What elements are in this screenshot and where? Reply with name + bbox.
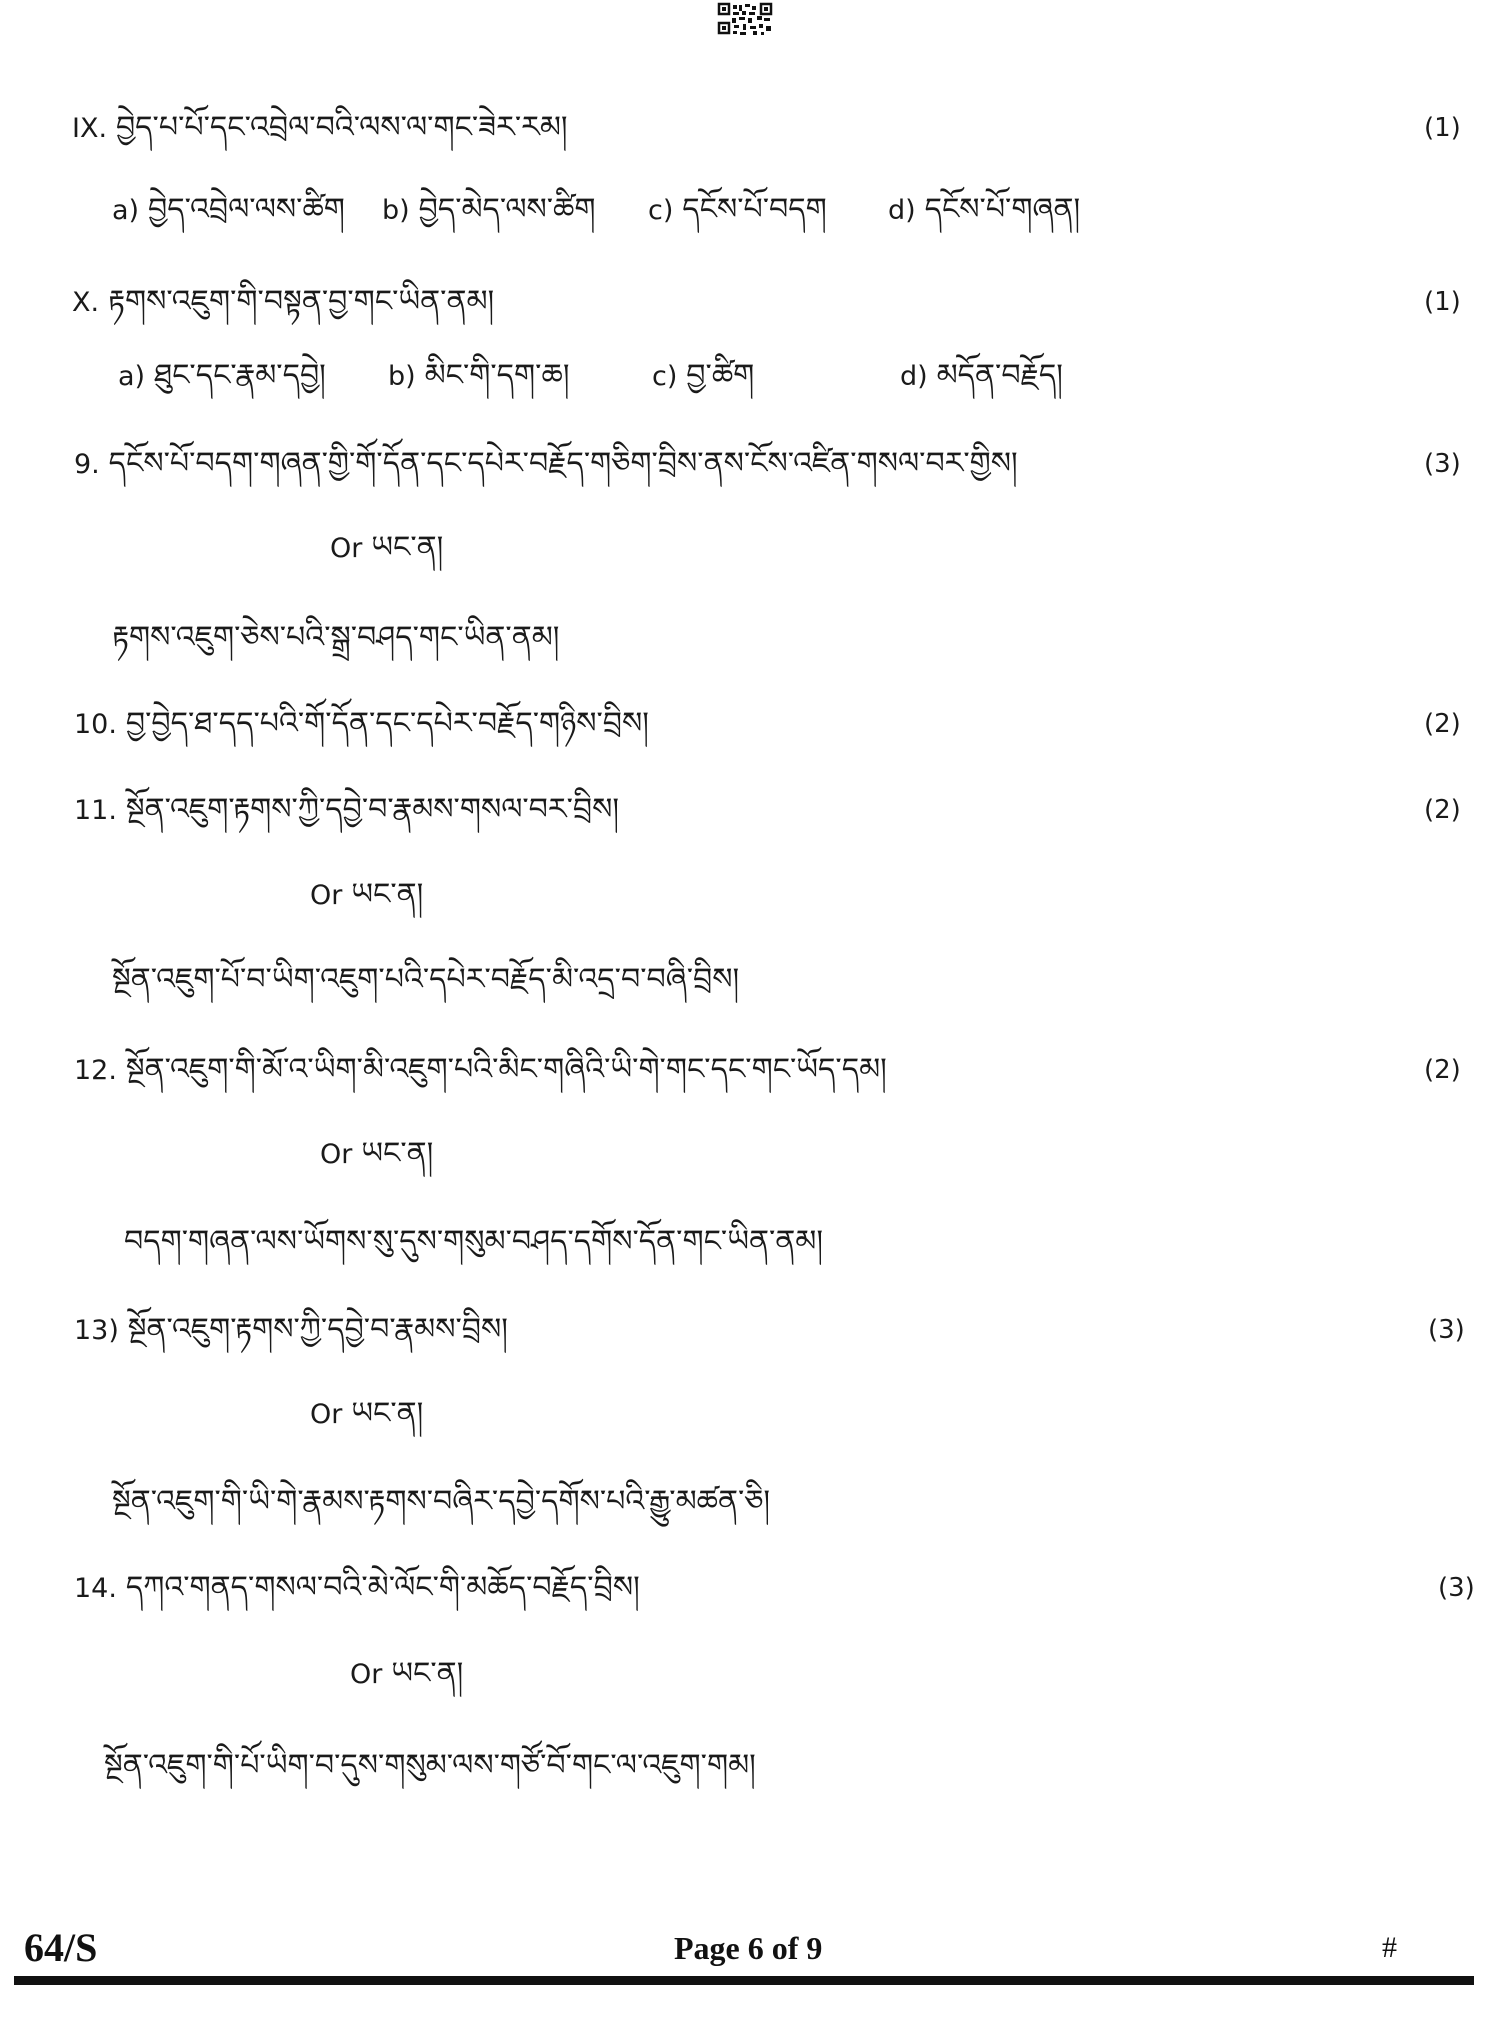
options-ix <box>0 190 1505 230</box>
option-a: a) ཐུང་དང་རྣམ་དབྱེ། <box>118 358 326 393</box>
question-text: རྟགས་འཇུག་གི་བསྟན་བྱ་གང་ཡིན་ནམ། <box>108 284 495 319</box>
or-tibetan: ཡང་ན། <box>371 530 444 565</box>
question-text: བྱེད་པ་པོ་དང་འབྲེལ་བའི་ལས་ལ་གང་ཟེར་རམ། <box>115 110 568 145</box>
option-b: b) བྱེད་མེད་ལས་ཚིག <box>382 192 596 227</box>
question-label: IX. <box>72 113 108 144</box>
or-tibetan: ཡང་ན། <box>391 1656 464 1691</box>
alt-question <box>0 1482 1505 1522</box>
question-text: སྔོན་འཇུག་རྟགས་ཀྱི་དབྱེ་བ་རྣམས་གསལ་བར་བྲིས། <box>125 792 620 827</box>
or-line <box>0 528 1505 568</box>
option-text: དངོས་པོ་བདག <box>682 192 827 227</box>
or-tibetan: ཡང་ན། <box>361 1136 434 1171</box>
marks: (3) <box>1438 1573 1475 1603</box>
marks: (3) <box>1428 1315 1465 1345</box>
alt-question <box>0 1222 1505 1262</box>
or-tibetan: ཡང་ན། <box>351 877 424 912</box>
option-text: བྱ་ཚིག <box>686 358 755 393</box>
question-label: 12. <box>74 1055 117 1086</box>
option-b: b) མིང་གི་དག་ཆ། <box>388 358 570 393</box>
alt-question <box>0 960 1505 1000</box>
marks: (2) <box>1424 795 1461 825</box>
or-label: Or <box>310 880 343 911</box>
question-x <box>0 282 1505 322</box>
question-11 <box>0 790 1505 830</box>
option-text: ཐུང་དང་རྣམ་དབྱེ། <box>154 358 326 393</box>
marks: (2) <box>1424 709 1461 739</box>
question-text: བདག་གཞན་ལས་ཡོགས་སུ་དུས་གསུམ་བཤད་དགོས་དོན་གང་ཡིན་ནམ། <box>124 1224 823 1259</box>
question-9 <box>0 444 1505 484</box>
question-label: 14. <box>74 1573 117 1604</box>
question-text: དཀའ་གནད་གསལ་བའི་མེ་ལོང་གི་མཆོད་བརྗོད་བྲིས། <box>125 1570 640 1605</box>
question-label: 13) <box>74 1315 119 1346</box>
question-text: རྟགས་འཇུག་ཅེས་པའི་སྒྲ་བཤད་གང་ཡིན་ནམ། <box>112 620 560 655</box>
page-number: Page 6 of 9 <box>674 1930 823 1966</box>
or-label: Or <box>310 1399 343 1430</box>
or-line <box>0 1134 1505 1174</box>
question-text: དངོས་པོ་བདག་གཞན་གྱི་གོ་དོན་དང་དཔེར་བརྗོད་གཅིག་བྲིས་ནས་ངོས་འཛིན་གསལ་བར་གྱིས། <box>108 446 1018 481</box>
question-12 <box>0 1050 1505 1090</box>
or-tibetan: ཡང་ན། <box>351 1396 424 1431</box>
option-text: བྱེད་འབྲེལ་ལས་ཚིག <box>148 192 345 227</box>
options-x <box>0 356 1505 396</box>
question-label: X. <box>72 287 100 318</box>
qr-code-icon <box>717 2 775 36</box>
question-label: 11. <box>74 795 117 826</box>
option-text: མིང་གི་དག་ཆ། <box>424 358 570 393</box>
alt-question <box>0 1746 1505 1786</box>
question-text: སྔོན་འཇུག་གི་པོ་ཡིག་བ་དུས་གསུམ་ལས་གཙོ་བོ་གང་ལ་འཇུག་གམ། <box>104 1748 756 1783</box>
question-text: བྱ་བྱེད་ཐ་དད་པའི་གོ་དོན་དང་དཔེར་བརྗོད་གཉིས་བྲིས། <box>125 706 649 741</box>
or-label: Or <box>320 1139 353 1170</box>
or-line <box>0 875 1505 915</box>
hash-mark: # <box>1382 1931 1397 1964</box>
option-text: དངོས་པོ་གཞན། <box>924 192 1081 227</box>
marks: (1) <box>1424 287 1461 317</box>
marks: (1) <box>1424 113 1461 143</box>
question-text: སྔོན་འཇུག་པོ་བ་ཡིག་འཇུག་པའི་དཔེར་བརྗོད་མི་འདྲ་བ་བཞི་བྲིས། <box>112 962 740 997</box>
question-label: 9. <box>74 449 100 480</box>
question-text: སྔོན་འཇུག་གི་མོ་འ་ཡིག་མི་འཇུག་པའི་མིང་གཞིའི་ཡི་གེ་གང་དང་གང་ཡོད་དམ། <box>125 1052 887 1087</box>
option-c: c) དངོས་པོ་བདག <box>648 192 827 227</box>
marks: (3) <box>1424 449 1461 479</box>
option-a: a) བྱེད་འབྲེལ་ལས་ཚིག <box>112 192 345 227</box>
question-ix <box>0 108 1505 148</box>
question-text: སྔོན་འཇུག་རྟགས་ཀྱི་དབྱེ་བ་རྣམས་བྲིས། <box>127 1312 508 1347</box>
marks: (2) <box>1424 1055 1461 1085</box>
or-line <box>0 1654 1505 1694</box>
option-c: c) བྱ་ཚིག <box>652 358 755 393</box>
option-d: d) མདོན་བརྗོད། <box>900 358 1063 393</box>
paper-code: 64/S <box>24 1925 98 1970</box>
option-text: མདོན་བརྗོད། <box>936 358 1063 393</box>
or-label: Or <box>350 1659 383 1690</box>
question-14 <box>0 1568 1505 1608</box>
alt-question <box>0 618 1505 658</box>
or-line <box>0 1394 1505 1434</box>
question-label: 10. <box>74 709 117 740</box>
or-label: Or <box>330 533 363 564</box>
question-13 <box>0 1310 1505 1350</box>
question-10 <box>0 704 1505 744</box>
question-text: སྔོན་འཇུག་གི་ཡི་གེ་རྣམས་རྟགས་བཞིར་དབྱེ་དགོས་པའི་རྒྱུ་མཚན་ཅི། <box>112 1484 771 1519</box>
option-text: བྱེད་མེད་ལས་ཚིག <box>418 192 596 227</box>
option-d: d) དངོས་པོ་གཞན། <box>888 192 1081 227</box>
footer-rule <box>14 1976 1474 1985</box>
